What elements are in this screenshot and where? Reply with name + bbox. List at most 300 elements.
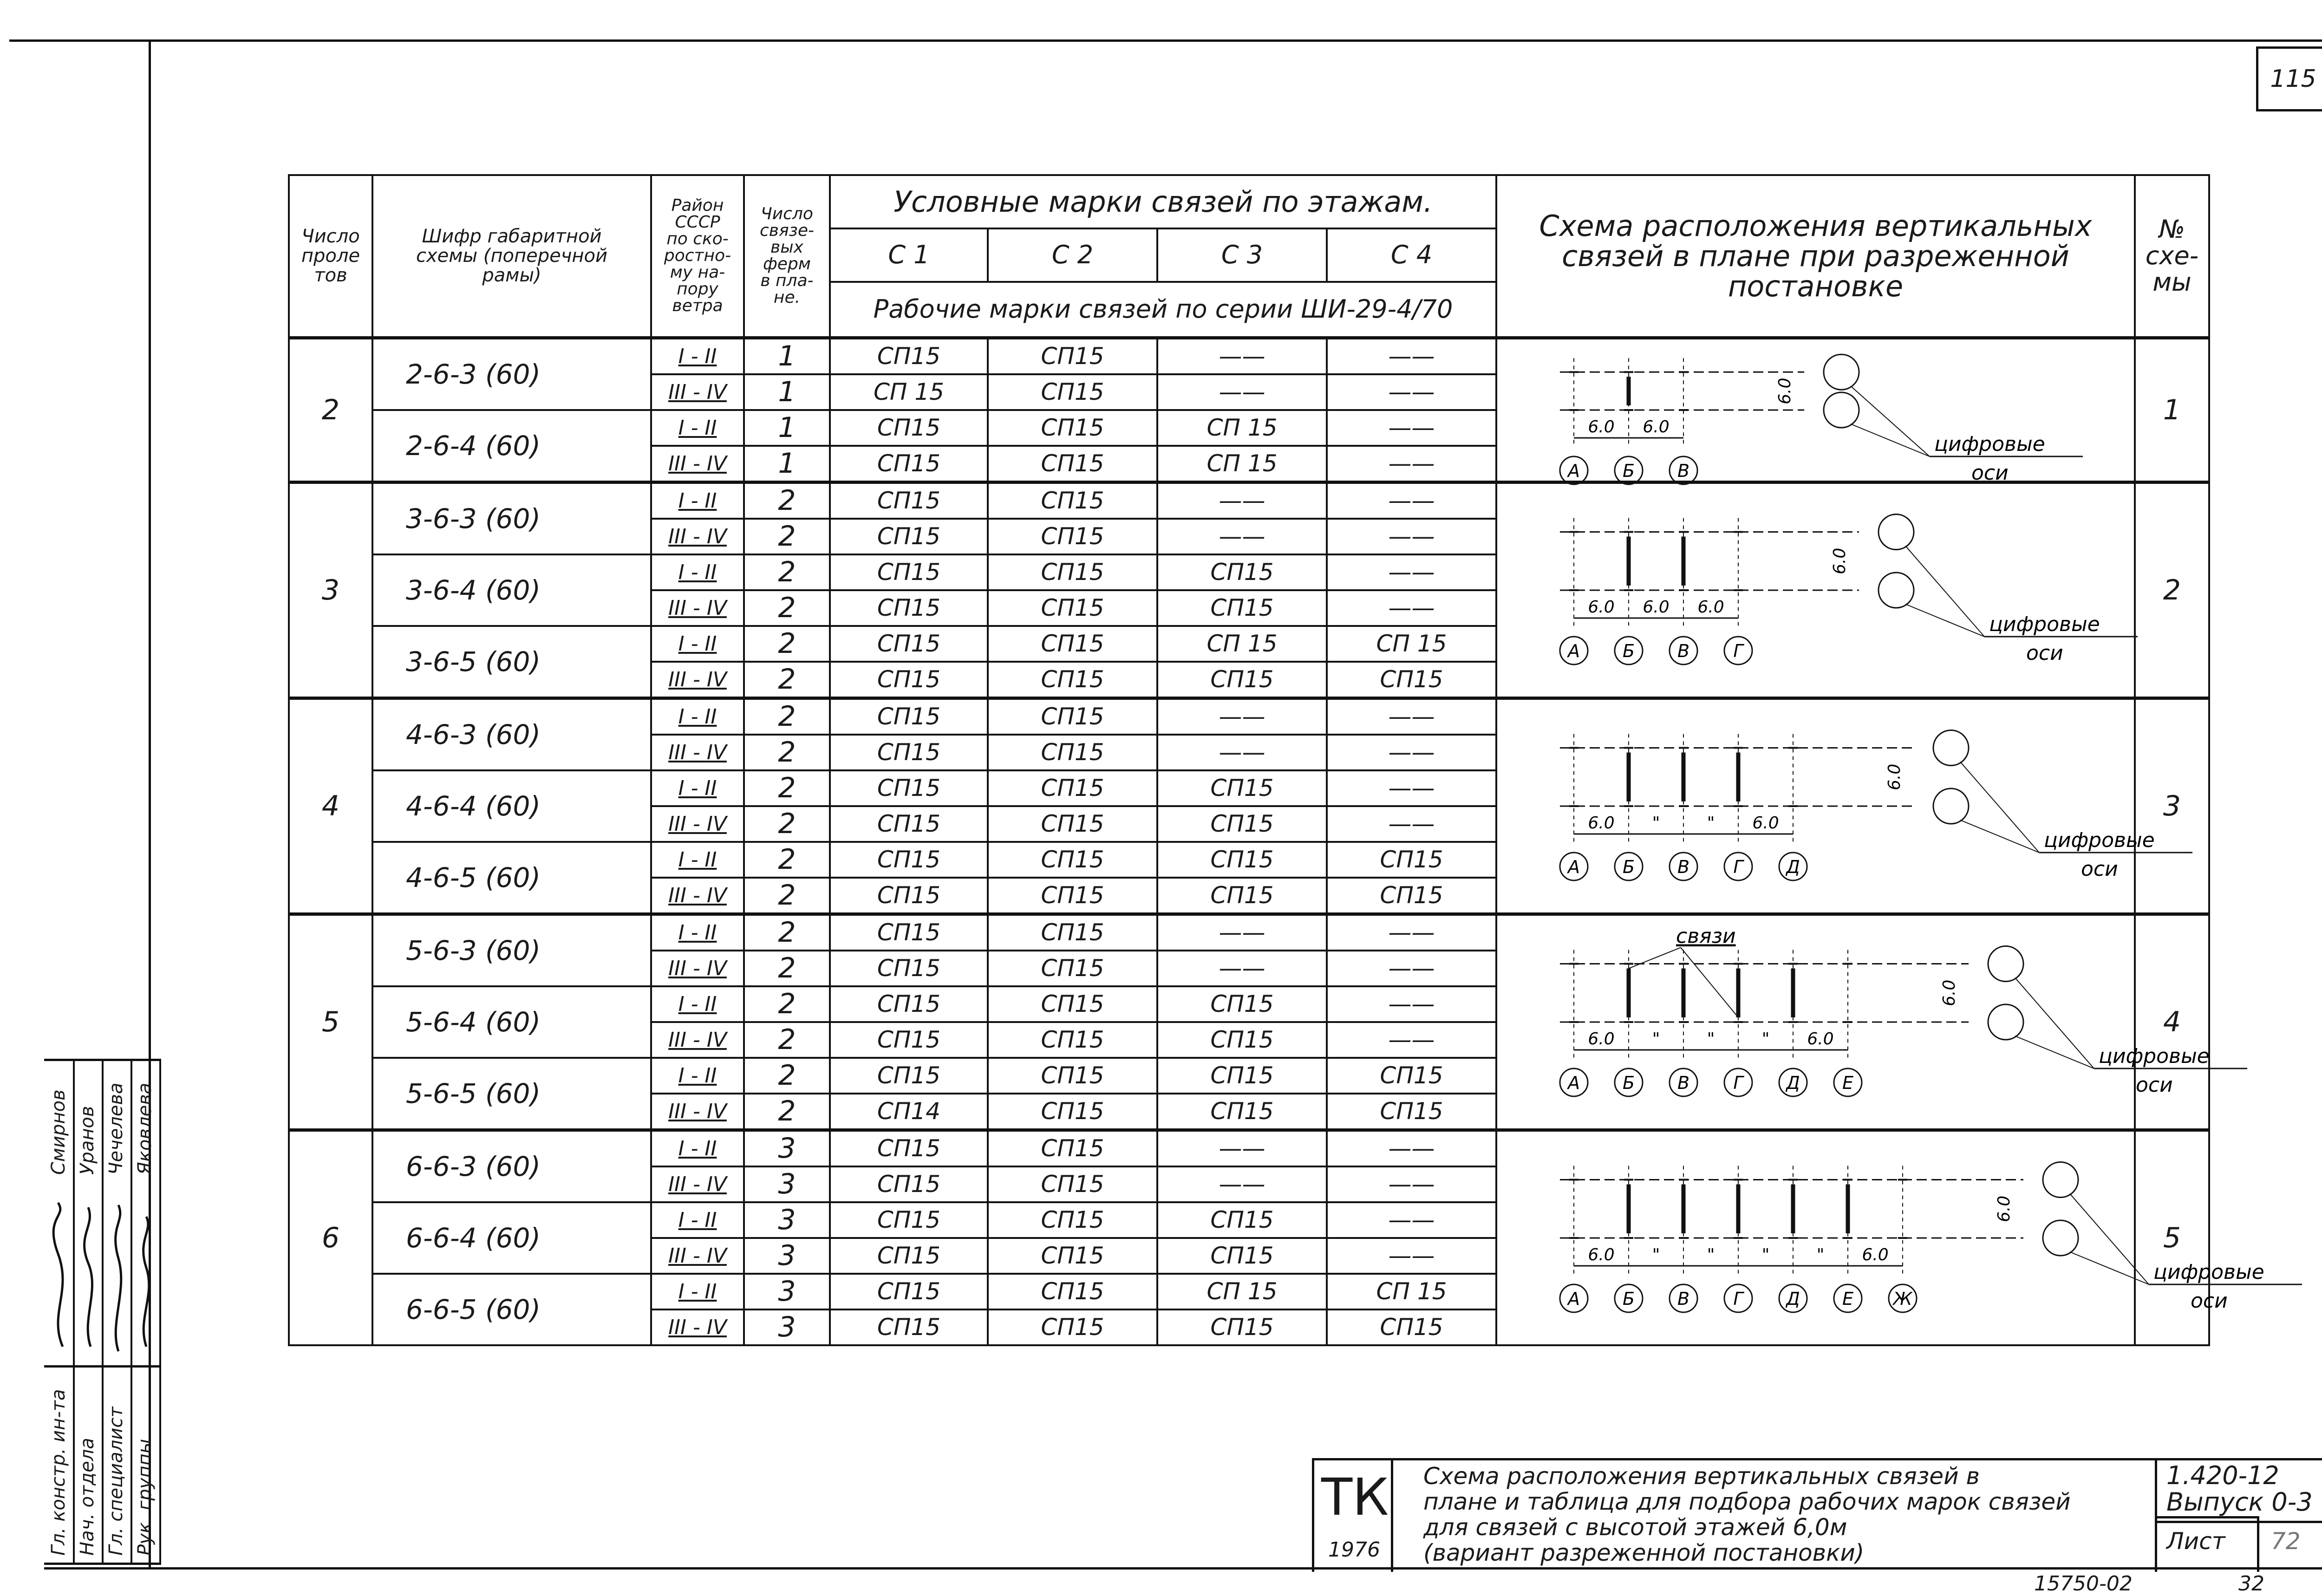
- axis-label: Б: [1622, 1072, 1635, 1093]
- wind-region-cell: I - II: [651, 482, 744, 519]
- mark-c1-cell: СП15: [830, 338, 988, 374]
- mark-c1-cell: СП15: [830, 1274, 988, 1309]
- sheet-label: Лист: [2166, 1528, 2225, 1555]
- mark-c2-cell: СП15: [988, 770, 1157, 806]
- truss-count-cell: 3: [744, 1274, 830, 1309]
- mark-c3-cell: СП15: [1157, 1094, 1327, 1130]
- top-left-tick: [9, 39, 46, 42]
- mark-c3-cell: СП15: [1157, 986, 1327, 1022]
- header-scheme: Схема расположения вертикальных связей в плане при разреженной постановке: [1496, 175, 2135, 338]
- mark-c3-cell: ——: [1157, 374, 1327, 410]
- height-label: 6.0: [1995, 1195, 2014, 1222]
- leader-line: [1905, 546, 1984, 636]
- truss-count-cell: 1: [744, 338, 830, 374]
- spans-cell: 2: [289, 338, 372, 482]
- height-label: 6.0: [1830, 547, 1849, 574]
- axis-label: В: [1677, 640, 1690, 661]
- dimension-label: 6.0: [1643, 417, 1670, 436]
- digital-axis-bubble: [1988, 1004, 2023, 1040]
- mark-c2-cell: СП15: [988, 554, 1157, 590]
- truss-count-cell: 2: [744, 1058, 830, 1094]
- mark-c4-cell: ——: [1327, 770, 1496, 806]
- truss-count-cell: 2: [744, 698, 830, 735]
- truss-count-cell: 2: [744, 482, 830, 519]
- mark-c4-cell: ——: [1327, 951, 1496, 986]
- spans-cell: 6: [289, 1130, 372, 1345]
- stamp-title-line-4: (вариант разреженной постановки): [1423, 1539, 1865, 1566]
- mark-c1-cell: СП15: [830, 519, 988, 554]
- axis-label: Б: [1622, 856, 1635, 877]
- mark-c1-cell: СП15: [830, 1166, 988, 1202]
- mark-c2-cell: СП15: [988, 698, 1157, 735]
- scheme-number-cell: 3: [2135, 698, 2209, 914]
- stamp-issue: Выпуск 0-3: [2166, 1487, 2313, 1517]
- mark-c1-cell: СП15: [830, 878, 988, 914]
- wind-region-cell: I - II: [651, 626, 744, 662]
- mark-c3-cell: СП15: [1157, 1022, 1327, 1058]
- mark-c4-cell: ——: [1327, 914, 1496, 951]
- digital-axes-label: цифровые: [1934, 432, 2045, 456]
- axis-label: В: [1677, 1288, 1690, 1309]
- mark-c4-cell: ——: [1327, 554, 1496, 590]
- mark-c1-cell: СП15: [830, 626, 988, 662]
- axis-label: А: [1568, 856, 1580, 877]
- dimension-label: ": [1707, 1245, 1715, 1264]
- truss-count-cell: 2: [744, 878, 830, 914]
- scheme-code-cell: 4-6-4 (60): [372, 770, 651, 842]
- mark-c2-cell: СП15: [988, 1058, 1157, 1094]
- axis-label: Ж: [1893, 1288, 1912, 1309]
- mark-c3-cell: СП15: [1157, 842, 1327, 878]
- mark-c2-cell: СП15: [988, 662, 1157, 698]
- leader-line: [2015, 1036, 2094, 1068]
- mark-c1-cell: СП15: [830, 1022, 988, 1058]
- wind-region-cell: I - II: [651, 1202, 744, 1238]
- digital-axes-label: оси: [2026, 641, 2063, 665]
- wind-region-cell: III - IV: [651, 951, 744, 986]
- mark-c4-cell: СП 15: [1327, 1274, 1496, 1309]
- mark-c3-cell: СП15: [1157, 590, 1327, 626]
- truss-count-cell: 1: [744, 410, 830, 446]
- table-body: [289, 338, 2264, 1345]
- mark-c4-cell: СП 15: [1327, 626, 1496, 662]
- wind-region-cell: I - II: [651, 986, 744, 1022]
- mark-c3-cell: ——: [1157, 519, 1327, 554]
- leader-line: [1851, 424, 1930, 456]
- digital-axes-label: цифровые: [1989, 612, 2100, 636]
- axis-label: Д: [1786, 1288, 1800, 1309]
- mark-c1-cell: СП15: [830, 410, 988, 446]
- top-border-line: [44, 39, 2322, 42]
- mark-c1-cell: СП15: [830, 1130, 988, 1166]
- spans-cell: 5: [289, 914, 372, 1130]
- stamp-title-line-1: Схема расположения вертикальных связей в: [1423, 1463, 1980, 1490]
- spans-cell: 3: [289, 482, 372, 698]
- note-leader: [1681, 947, 1738, 1017]
- truss-count-cell: 2: [744, 986, 830, 1022]
- dimension-label: 6.0: [1807, 1029, 1834, 1049]
- mark-c4-cell: ——: [1327, 338, 1496, 374]
- mark-c3-cell: ——: [1157, 1166, 1327, 1202]
- mark-c3-cell: СП 15: [1157, 446, 1327, 482]
- ties-note-label: связи: [1676, 924, 1736, 948]
- mark-c1-cell: СП15: [830, 770, 988, 806]
- axis-label: Г: [1733, 640, 1743, 661]
- height-label: 6.0: [1885, 763, 1904, 790]
- scheme-code-cell: 6-6-4 (60): [372, 1202, 651, 1274]
- plan-scheme-2: [1497, 486, 2124, 694]
- order-number: 15750-02: [2034, 1572, 2133, 1596]
- dimension-label: ": [1652, 1245, 1660, 1264]
- mark-c3-cell: ——: [1157, 482, 1327, 519]
- mark-c4-cell: ——: [1327, 1238, 1496, 1274]
- scheme-code-cell: 5-6-5 (60): [372, 1058, 651, 1130]
- scheme-diagram-cell: [1496, 338, 2135, 485]
- digital-axis-bubble: [1824, 354, 1859, 390]
- mark-c4-cell: СП15: [1327, 662, 1496, 698]
- mark-c2-cell: СП15: [988, 1022, 1157, 1058]
- mark-c3-cell: ——: [1157, 951, 1327, 986]
- stamp-code: [2166, 1463, 2313, 1515]
- plan-scheme-4: [1497, 918, 2210, 1126]
- note-leader: [1629, 947, 1681, 968]
- header-c4: С 4: [1327, 228, 1496, 282]
- scheme-code-cell: 6-6-3 (60): [372, 1130, 651, 1202]
- wind-region-cell: III - IV: [651, 735, 744, 770]
- wind-region-cell: III - IV: [651, 590, 744, 626]
- signature-scribbles: [44, 1198, 160, 1356]
- mark-c3-cell: СП15: [1157, 554, 1327, 590]
- scheme-code-cell: 6-6-5 (60): [372, 1274, 651, 1345]
- wind-region-cell: I - II: [651, 842, 744, 878]
- footer-page: 32: [2238, 1572, 2264, 1596]
- mark-c2-cell: СП15: [988, 519, 1157, 554]
- dimension-label: ": [1816, 1245, 1825, 1264]
- axis-label: В: [1677, 460, 1690, 481]
- truss-count-cell: 3: [744, 1166, 830, 1202]
- digital-axis-bubble: [2043, 1220, 2078, 1256]
- mark-c4-cell: ——: [1327, 1166, 1496, 1202]
- stamp-tk: ТК: [1321, 1467, 1389, 1527]
- dimension-label: 6.0: [1588, 813, 1615, 833]
- dimension-label: 6.0: [1588, 597, 1615, 617]
- truss-count-cell: 2: [744, 914, 830, 951]
- digital-axis-bubble: [2043, 1162, 2078, 1197]
- axis-label: В: [1677, 1072, 1690, 1093]
- truss-count-cell: 2: [744, 590, 830, 626]
- mark-c4-cell: СП15: [1327, 878, 1496, 914]
- digital-axes-label: цифровые: [2044, 828, 2155, 852]
- wind-region-cell: I - II: [651, 1274, 744, 1309]
- truss-count-cell: 2: [744, 662, 830, 698]
- mark-c4-cell: ——: [1327, 735, 1496, 770]
- digital-axis-bubble: [1933, 788, 1969, 824]
- mark-c2-cell: СП15: [988, 878, 1157, 914]
- wind-region-cell: III - IV: [651, 519, 744, 554]
- dimension-label: ": [1652, 813, 1660, 833]
- mark-c3-cell: СП15: [1157, 806, 1327, 842]
- mark-c3-cell: ——: [1157, 914, 1327, 951]
- spec-table: [288, 174, 2264, 1346]
- leader-line: [1960, 820, 2039, 853]
- height-label: 6.0: [1940, 979, 1959, 1006]
- header-c2: С 2: [988, 228, 1157, 282]
- truss-count-cell: 3: [744, 1309, 830, 1345]
- table-row: [289, 914, 2209, 951]
- mark-c2-cell: СП15: [988, 410, 1157, 446]
- mark-c1-cell: СП15: [830, 662, 988, 698]
- sig-role-1: Гл. констр. ин-та: [48, 1389, 69, 1556]
- scheme-code-cell: 5-6-4 (60): [372, 986, 651, 1058]
- mark-c2-cell: СП15: [988, 806, 1157, 842]
- mark-c1-cell: СП15: [830, 806, 988, 842]
- sig-role-3: Гл. специалист: [105, 1407, 127, 1556]
- wind-region-cell: I - II: [651, 1130, 744, 1166]
- mark-c2-cell: СП15: [988, 482, 1157, 519]
- mark-c1-cell: СП15: [830, 735, 988, 770]
- dimension-label: 6.0: [1643, 597, 1670, 617]
- truss-count-cell: 2: [744, 951, 830, 986]
- mark-c4-cell: ——: [1327, 482, 1496, 519]
- digital-axis-bubble: [1988, 946, 2023, 981]
- truss-count-cell: 3: [744, 1238, 830, 1274]
- dimension-label: ": [1761, 1245, 1770, 1264]
- mark-c1-cell: СП15: [830, 914, 988, 951]
- scheme-code-cell: 5-6-3 (60): [372, 914, 651, 986]
- dimension-label: 6.0: [1862, 1245, 1889, 1264]
- dimension-label: ": [1707, 813, 1715, 833]
- dimension-label: ": [1707, 1029, 1715, 1049]
- header-c1: С 1: [830, 228, 988, 282]
- dimension-label: 6.0: [1588, 417, 1615, 436]
- axis-label: Е: [1842, 1072, 1854, 1093]
- axis-label: В: [1677, 856, 1690, 877]
- stamp-title-line-3: для связей с высотой этажей 6,0м: [1423, 1514, 1847, 1541]
- mark-c3-cell: СП15: [1157, 1238, 1327, 1274]
- mark-c4-cell: ——: [1327, 698, 1496, 735]
- mark-c2-cell: СП15: [988, 1130, 1157, 1166]
- plan-scheme-1: [1497, 342, 2124, 485]
- axis-label: Е: [1842, 1288, 1854, 1309]
- mark-c4-cell: ——: [1327, 1202, 1496, 1238]
- mark-c1-cell: СП15: [830, 446, 988, 482]
- wind-region-cell: III - IV: [651, 806, 744, 842]
- truss-count-cell: 2: [744, 842, 830, 878]
- mark-c2-cell: СП15: [988, 1202, 1157, 1238]
- digital-axes-label: цифровые: [2099, 1044, 2210, 1068]
- table-row: [289, 482, 2209, 519]
- digital-axis-bubble: [1824, 392, 1859, 428]
- mark-c4-cell: СП15: [1327, 1094, 1496, 1130]
- truss-count-cell: 2: [744, 770, 830, 806]
- stamp-title: [1423, 1464, 2101, 1566]
- mark-c1-cell: СП15: [830, 1202, 988, 1238]
- scheme-diagram-cell: [1496, 1130, 2264, 1345]
- wind-region-cell: III - IV: [651, 1238, 744, 1274]
- wind-region-cell: III - IV: [651, 446, 744, 482]
- truss-count-cell: 2: [744, 554, 830, 590]
- mark-c4-cell: СП15: [1327, 1058, 1496, 1094]
- scheme-number-cell: 5: [2135, 1130, 2209, 1345]
- table-row: [289, 1130, 2209, 1166]
- truss-count-cell: 1: [744, 446, 830, 482]
- axis-label: Д: [1786, 856, 1800, 877]
- truss-count-cell: 2: [744, 519, 830, 554]
- mark-c1-cell: СП15: [830, 1309, 988, 1345]
- wind-region-cell: I - II: [651, 338, 744, 374]
- mark-c2-cell: СП15: [988, 1238, 1157, 1274]
- header-row-1: [289, 175, 2209, 228]
- sig-name-3: Чечелева: [105, 1082, 127, 1175]
- header-c3: С 3: [1157, 228, 1327, 282]
- wind-region-cell: I - II: [651, 1058, 744, 1094]
- axis-label: А: [1568, 1288, 1580, 1309]
- mark-c2-cell: СП15: [988, 626, 1157, 662]
- dimension-label: ": [1652, 1029, 1660, 1049]
- dimension-label: 6.0: [1752, 813, 1779, 833]
- scheme-number-cell: 1: [2135, 338, 2209, 482]
- digital-axis-bubble: [1878, 514, 1914, 549]
- axis-label: Б: [1622, 640, 1635, 661]
- mark-c4-cell: ——: [1327, 374, 1496, 410]
- mark-c1-cell: СП15: [830, 698, 988, 735]
- sig-role-2: Нач. отдела: [77, 1438, 98, 1556]
- wind-region-cell: III - IV: [651, 878, 744, 914]
- mark-c4-cell: ——: [1327, 446, 1496, 482]
- header-marks-title: Условные марки связей по этажам.: [830, 175, 1496, 228]
- dimension-label: 6.0: [1697, 597, 1724, 617]
- dimension-label: 6.0: [1588, 1245, 1615, 1264]
- table-row: [289, 698, 2209, 735]
- axis-label: А: [1568, 640, 1580, 661]
- wind-region-cell: I - II: [651, 554, 744, 590]
- axis-label: Д: [1786, 1072, 1800, 1093]
- mark-c4-cell: СП15: [1327, 1309, 1496, 1345]
- scheme-diagram-cell: [1496, 914, 2210, 1130]
- plan-scheme-3: [1497, 702, 2155, 910]
- sig-role-4: Рук. группы: [134, 1439, 156, 1556]
- leader-line: [1905, 604, 1984, 637]
- axis-label: Г: [1733, 1072, 1743, 1093]
- mark-c4-cell: ——: [1327, 1130, 1496, 1166]
- mark-c2-cell: СП15: [988, 590, 1157, 626]
- mark-c1-cell: СП15: [830, 590, 988, 626]
- scheme-diagram-cell: [1496, 698, 2155, 914]
- mark-c1-cell: СП15: [830, 554, 988, 590]
- wind-region-cell: III - IV: [651, 374, 744, 410]
- mark-c3-cell: СП 15: [1157, 1274, 1327, 1309]
- mark-c2-cell: СП15: [988, 1309, 1157, 1345]
- mark-c3-cell: СП15: [1157, 1309, 1327, 1345]
- mark-c4-cell: ——: [1327, 590, 1496, 626]
- mark-c2-cell: СП15: [988, 951, 1157, 986]
- dimension-label: ": [1761, 1029, 1770, 1049]
- mark-c3-cell: ——: [1157, 338, 1327, 374]
- mark-c2-cell: СП15: [988, 1166, 1157, 1202]
- mark-c2-cell: СП15: [988, 374, 1157, 410]
- mark-c2-cell: СП15: [988, 842, 1157, 878]
- truss-count-cell: 2: [744, 1094, 830, 1130]
- digital-axis-bubble: [1933, 730, 1969, 765]
- wind-region-cell: I - II: [651, 698, 744, 735]
- axis-label: А: [1568, 460, 1580, 481]
- mark-c2-cell: СП15: [988, 914, 1157, 951]
- wind-region-cell: I - II: [651, 914, 744, 951]
- digital-axes-label: оси: [2081, 857, 2118, 881]
- truss-count-cell: 2: [744, 1022, 830, 1058]
- mark-c1-cell: СП15: [830, 482, 988, 519]
- wind-region-cell: I - II: [651, 410, 744, 446]
- mark-c1-cell: СП15: [830, 842, 988, 878]
- header-spans: Число проле тов: [289, 175, 372, 338]
- page-number: 115: [2256, 46, 2322, 111]
- scheme-code-cell: 3-6-5 (60): [372, 626, 651, 698]
- leader-line: [1960, 762, 2039, 852]
- mark-c2-cell: СП15: [988, 735, 1157, 770]
- scheme-code-cell: 3-6-3 (60): [372, 482, 651, 554]
- axis-label: Г: [1733, 856, 1743, 877]
- plan-scheme-5: [1497, 1134, 2264, 1342]
- scheme-code-cell: 3-6-4 (60): [372, 554, 651, 626]
- mark-c1-cell: СП15: [830, 1238, 988, 1274]
- wind-region-cell: III - IV: [651, 1309, 744, 1345]
- truss-count-cell: 2: [744, 626, 830, 662]
- stamp-year: 1976: [1328, 1538, 1380, 1562]
- mark-c3-cell: ——: [1157, 698, 1327, 735]
- truss-count-cell: 2: [744, 806, 830, 842]
- axis-label: А: [1568, 1072, 1580, 1093]
- spans-cell: 4: [289, 698, 372, 914]
- mark-c3-cell: ——: [1157, 735, 1327, 770]
- axis-label: Б: [1622, 1288, 1635, 1309]
- mark-c4-cell: ——: [1327, 1022, 1496, 1058]
- mark-c3-cell: СП15: [1157, 1202, 1327, 1238]
- mark-c3-cell: СП15: [1157, 770, 1327, 806]
- mark-c3-cell: ——: [1157, 1130, 1327, 1166]
- mark-c3-cell: СП 15: [1157, 410, 1327, 446]
- signature-block: [44, 1059, 160, 1565]
- digital-axes-label: оси: [2136, 1073, 2173, 1097]
- mark-c2-cell: СП15: [988, 986, 1157, 1022]
- scheme-code-cell: 2-6-3 (60): [372, 338, 651, 410]
- digital-axis-bubble: [1878, 573, 1914, 608]
- mark-c3-cell: СП15: [1157, 1058, 1327, 1094]
- header-code: Шифр габаритной схемы (поперечной рамы): [372, 175, 651, 338]
- scheme-number-cell: 2: [2135, 482, 2209, 698]
- axis-label: Г: [1733, 1288, 1743, 1309]
- scheme-code-cell: 4-6-5 (60): [372, 842, 651, 914]
- table-row: [289, 338, 2209, 374]
- scheme-code-cell: 4-6-3 (60): [372, 698, 651, 770]
- wind-region-cell: III - IV: [651, 1166, 744, 1202]
- digital-axes-label: оси: [1971, 461, 2009, 485]
- header-scheme-no: № схе- мы: [2135, 175, 2209, 338]
- sig-name-4: Яковлева: [134, 1082, 156, 1175]
- header-region: Район СССР по ско- ростно- му на- пору ветра: [651, 175, 744, 338]
- sig-name-2: Уранов: [77, 1106, 98, 1175]
- mark-c3-cell: СП15: [1157, 662, 1327, 698]
- stamp-title-line-2: плане и таблица для подбора рабочих марок связей: [1423, 1488, 2071, 1515]
- header-count: Число связе- вых ферм в пла- не.: [744, 175, 830, 338]
- truss-count-cell: 1: [744, 374, 830, 410]
- title-block: [1312, 1458, 2322, 1570]
- truss-count-cell: 3: [744, 1202, 830, 1238]
- mark-c1-cell: СП14: [830, 1094, 988, 1130]
- dimension-label: 6.0: [1588, 1029, 1615, 1049]
- scheme-diagram-cell: [1496, 482, 2135, 698]
- mark-c1-cell: СП15: [830, 1058, 988, 1094]
- mark-c2-cell: СП15: [988, 338, 1157, 374]
